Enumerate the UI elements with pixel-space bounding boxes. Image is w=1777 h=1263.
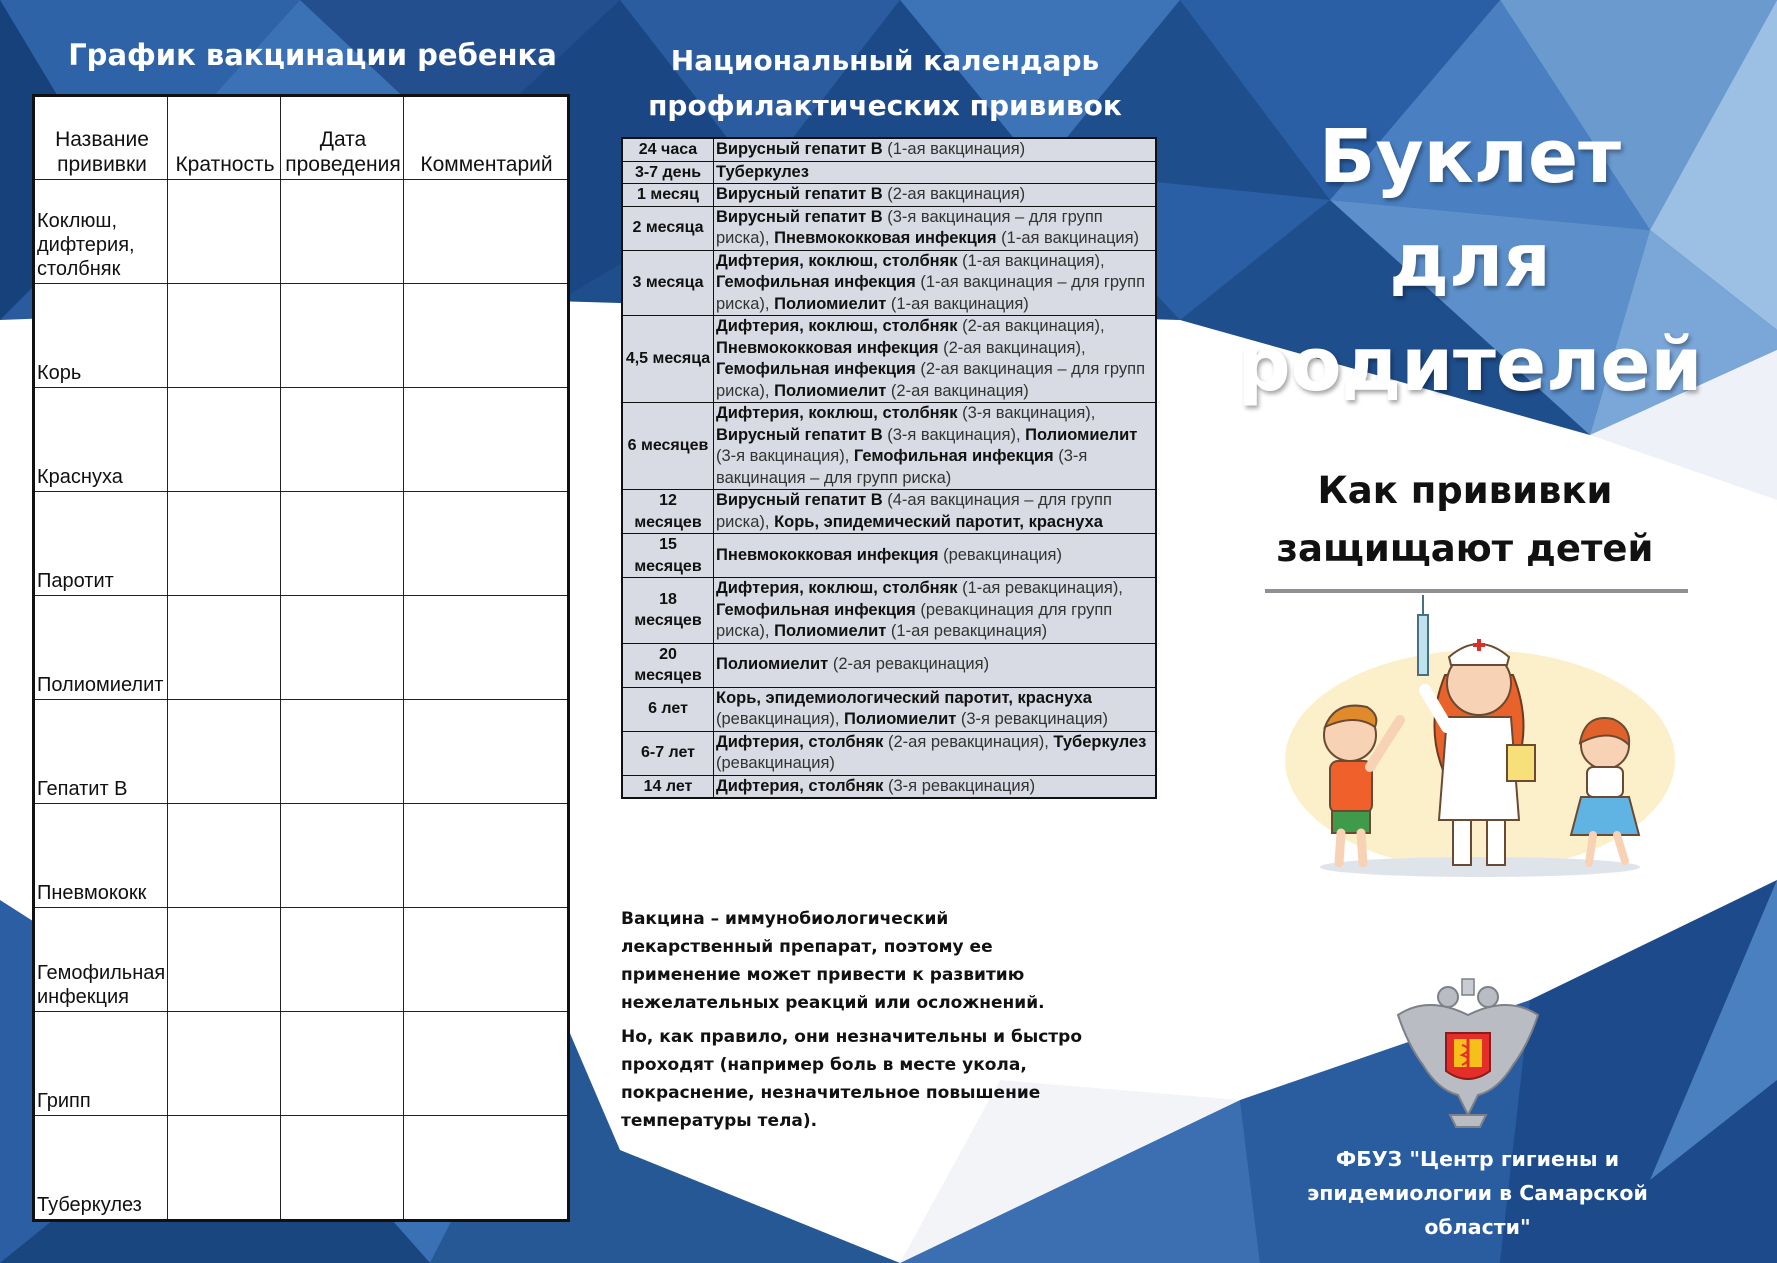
calendar-vaccines [714,490,1157,534]
calendar-row [622,250,1156,316]
calendar-vaccines [714,403,1157,490]
schedule-frequency-cell[interactable] [168,700,281,804]
calendar-body [622,138,1156,798]
header-date: Дата проведения [281,96,404,180]
vaccine-name: Гемофильная инфекция [853,447,1054,465]
vaccine-detail: (3-я вакцинация), [882,425,1026,444]
schedule-comment-cell[interactable] [404,284,569,388]
calendar-vaccines [714,643,1157,687]
schedule-vaccine-name: Гемофильная инфекция [34,908,168,1012]
schedule-row [34,700,569,804]
schedule-row [34,596,569,700]
calendar-vaccines [714,316,1157,403]
schedule-date-cell[interactable] [281,700,404,804]
schedule-date-cell[interactable] [281,908,404,1012]
booklet-subtitle [1230,462,1700,578]
vaccine-detail: (1-ая вакцинация – для групп риска), [716,273,1146,313]
vaccine-note [621,905,1091,1141]
vaccine-name: Полиомиелит [1025,425,1138,444]
vaccine-note-paragraph-1: Вакцина – иммунобиологический лекарственный препарат, поэтому ее применение может привести к развитию нежелательных реакций или осложнений. [621,909,1045,1013]
vaccine-name: Вирусный гепатит В [716,207,883,226]
schedule-frequency-cell[interactable] [168,1116,281,1221]
vaccine-detail: (ревакцинация), [716,710,845,728]
vaccine-name: Гемофильная инфекция [716,360,916,378]
calendar-vaccines [714,250,1157,316]
calendar-vaccines [714,138,1157,161]
calendar-vaccines [714,161,1157,184]
vaccine-detail: (1-ая вакцинация) [996,229,1140,247]
schedule-comment-cell[interactable] [404,908,569,1012]
schedule-frequency-cell[interactable] [168,908,281,1012]
schedule-date-cell[interactable] [281,284,404,388]
header-frequency: Кратность [168,96,281,180]
schedule-date-cell[interactable] [281,596,404,700]
header-comment: Комментарий [404,96,569,180]
schedule-vaccine-name: Пневмококк [34,804,168,908]
schedule-row [34,180,569,284]
schedule-frequency-cell[interactable] [168,1012,281,1116]
vaccine-detail: (2-ая вакцинация – для групп риска), [716,360,1146,400]
calendar-age: 3 месяца [622,250,714,316]
schedule-row [34,492,569,596]
calendar-vaccines [714,184,1157,207]
schedule-vaccine-name: Туберкулез [34,1116,168,1221]
schedule-title: График вакцинации ребенка [68,38,557,72]
calendar-row [622,578,1156,644]
schedule-date-cell[interactable] [281,804,404,908]
schedule-row [34,804,569,908]
vaccine-name: Полиомиелит [774,622,887,640]
schedule-frequency-cell[interactable] [168,284,281,388]
calendar-age: 3-7 день [622,161,714,184]
schedule-comment-cell[interactable] [404,388,569,492]
booklet-subtitle-line-2: защищают детей [1276,527,1654,570]
vaccine-name: Дифтерия, коклюш, столбняк [716,251,958,270]
calendar-row [622,316,1156,403]
calendar-vaccines [714,578,1157,644]
schedule-frequency-cell[interactable] [168,596,281,700]
vaccine-detail: (2-ая вакцинация), [938,338,1086,357]
vaccine-detail: (1-ая ревакцинация) [886,622,1048,640]
vaccine-name: Полиомиелит [716,655,829,674]
schedule-vaccine-name: Полиомиелит [34,596,168,700]
vaccine-detail: (3-я вакцинация – для групп риска) [716,447,1088,487]
calendar-age: 14 лет [622,775,714,798]
vaccine-detail: (2-ая вакцинация) [886,381,1029,400]
vaccine-name: Корь, эпидемический паротит, краснуха [774,512,1103,531]
vaccine-name: Вирусный гепатит В [716,491,883,509]
organization-name-line-2: эпидемиологии в Самарской [1307,1181,1648,1205]
schedule-vaccine-name: Краснуха [34,388,168,492]
schedule-vaccine-name: Коклюш, дифтерия, столбняк [34,180,168,284]
schedule-frequency-cell[interactable] [168,388,281,492]
vaccine-detail: (1-ая вакцинация) [882,140,1026,158]
vaccine-name: Полиомиелит [844,710,957,728]
vaccine-detail: (2-ая ревакцинация), [883,732,1054,751]
schedule-frequency-cell[interactable] [168,492,281,596]
schedule-row [34,388,569,492]
vaccine-detail: (2-ая вакцинация) [882,185,1026,203]
calendar-age: 6-7 лет [622,731,714,775]
vaccine-name: Вирусный гепатит В [716,185,883,203]
calendar-title: Национальный календарь профилактических прививок [648,44,1122,122]
vaccine-detail: (3-я вакцинация), [716,447,854,465]
calendar-row [622,206,1156,250]
schedule-vaccine-name: Паротит [34,492,168,596]
calendar-row [622,534,1156,578]
vaccine-detail: (4-ая вакцинация – для групп риска), [716,491,1112,531]
calendar-age: 18 месяцев [622,578,714,644]
calendar-age: 15 месяцев [622,534,714,578]
vaccine-note-paragraph-2: Но, как правило, они незначительны и быстро проходят (например боль в месте укола, покраснение, незначительное повышение температуры тела). [621,1027,1082,1131]
vaccine-detail: (ревакцинация) [716,754,835,772]
calendar-age: 12 месяцев [622,490,714,534]
schedule-comment-cell[interactable] [404,804,569,908]
vaccine-detail: (1-ая ревакцинация), [957,579,1123,597]
schedule-header-row [34,96,569,180]
vaccine-name: Вирусный гепатит В [716,425,883,444]
vaccine-name: Пневмококковая инфекция [716,338,939,357]
calendar-age: 1 месяц [622,184,714,207]
calendar-row [622,138,1156,161]
calendar-row [622,643,1156,687]
vaccine-name: Дифтерия, коклюш, столбняк [716,404,958,422]
schedule-date-cell[interactable] [281,388,404,492]
agency-emblem [1388,975,1548,1135]
calendar-row [622,775,1156,798]
calendar-row [622,184,1156,207]
vaccine-name: Пневмококковая инфекция [716,545,939,564]
schedule-date-cell[interactable] [281,1116,404,1221]
calendar-age: 2 месяца [622,206,714,250]
vaccine-name: Туберкулез [716,162,809,181]
schedule-date-cell[interactable] [281,180,404,284]
schedule-date-cell[interactable] [281,492,404,596]
booklet-subtitle-line-1: Как прививки [1317,469,1613,512]
vaccine-detail: (1-ая вакцинация), [957,251,1105,270]
schedule-row [34,284,569,388]
calendar-vaccines [714,731,1157,775]
schedule-comment-cell[interactable] [404,596,569,700]
vaccine-name: Полиомиелит [774,294,887,313]
calendar-age: 6 месяцев [622,403,714,490]
vaccine-detail: (2-ая вакцинация), [957,317,1105,335]
calendar-row [622,490,1156,534]
vaccine-detail: (3-я вакцинация), [957,404,1096,422]
subtitle-divider [1265,589,1688,593]
vaccine-detail: (2-ая ревакцинация) [828,655,990,674]
header-vaccine-name: Название прививки [34,96,168,180]
calendar-vaccines [714,206,1157,250]
vaccine-detail: (ревакцинация для групп риска), [716,600,1113,640]
vaccine-name: Дифтерия, коклюш, столбняк [716,317,958,335]
vaccination-schedule-table [32,94,570,1222]
calendar-row [622,731,1156,775]
calendar-age: 6 лет [622,687,714,731]
calendar-row [622,161,1156,184]
booklet-title-line-1: Буклет [1318,114,1622,200]
vaccine-detail: (3-я ревакцинация) [883,776,1036,795]
vaccine-name: Гемофильная инфекция [716,273,916,291]
calendar-vaccines [714,687,1157,731]
vaccine-name: Дифтерия, коклюш, столбняк [716,579,958,597]
schedule-row [34,908,569,1012]
vaccine-detail: (ревакцинация) [938,545,1062,564]
schedule-comment-cell[interactable] [404,180,569,284]
schedule-comment-cell[interactable] [404,700,569,804]
vaccine-name: Пневмококковая инфекция [774,229,997,247]
organization-name-line-1: ФБУЗ "Центр гигиены и [1335,1147,1620,1171]
vaccine-name: Дифтерия, столбняк [716,732,884,751]
doctor-children-illustration [1275,595,1685,885]
calendar-row [622,687,1156,731]
organization-name-line-3: области" [1424,1215,1531,1239]
schedule-comment-cell[interactable] [404,492,569,596]
schedule-row [34,1012,569,1116]
organization-name [1280,1142,1675,1244]
calendar-age: 20 месяцев [622,643,714,687]
schedule-frequency-cell[interactable] [168,180,281,284]
calendar-age: 4,5 месяца [622,316,714,403]
vaccine-name: Дифтерия, столбняк [716,776,884,795]
schedule-date-cell[interactable] [281,1012,404,1116]
vaccine-detail: (3-я ревакцинация) [956,710,1108,728]
vaccine-name: Гемофильная инфекция [716,600,916,619]
schedule-comment-cell[interactable] [404,1012,569,1116]
vaccine-name: Полиомиелит [774,381,887,400]
vaccine-name: Корь, эпидемиологический паротит, краснуха [716,688,1092,707]
vaccine-detail: (1-ая вакцинация) [886,294,1029,313]
vaccine-detail: (3-я вакцинация – для групп риска), [716,207,1103,247]
booklet-title [1180,105,1760,417]
schedule-vaccine-name: Грипп [34,1012,168,1116]
vaccine-name: Вирусный гепатит В [716,140,883,158]
booklet-title-line-2: для родителей [1237,218,1703,408]
calendar-vaccines [714,775,1157,798]
schedule-vaccine-name: Корь [34,284,168,388]
schedule-row [34,1116,569,1221]
schedule-body [34,180,569,1221]
calendar-row [622,403,1156,490]
calendar-age: 24 часа [622,138,714,161]
schedule-vaccine-name: Гепатит В [34,700,168,804]
schedule-frequency-cell[interactable] [168,804,281,908]
national-calendar-table [621,137,1157,799]
calendar-vaccines [714,534,1157,578]
schedule-comment-cell[interactable] [404,1116,569,1221]
vaccine-name: Туберкулез [1053,732,1147,751]
